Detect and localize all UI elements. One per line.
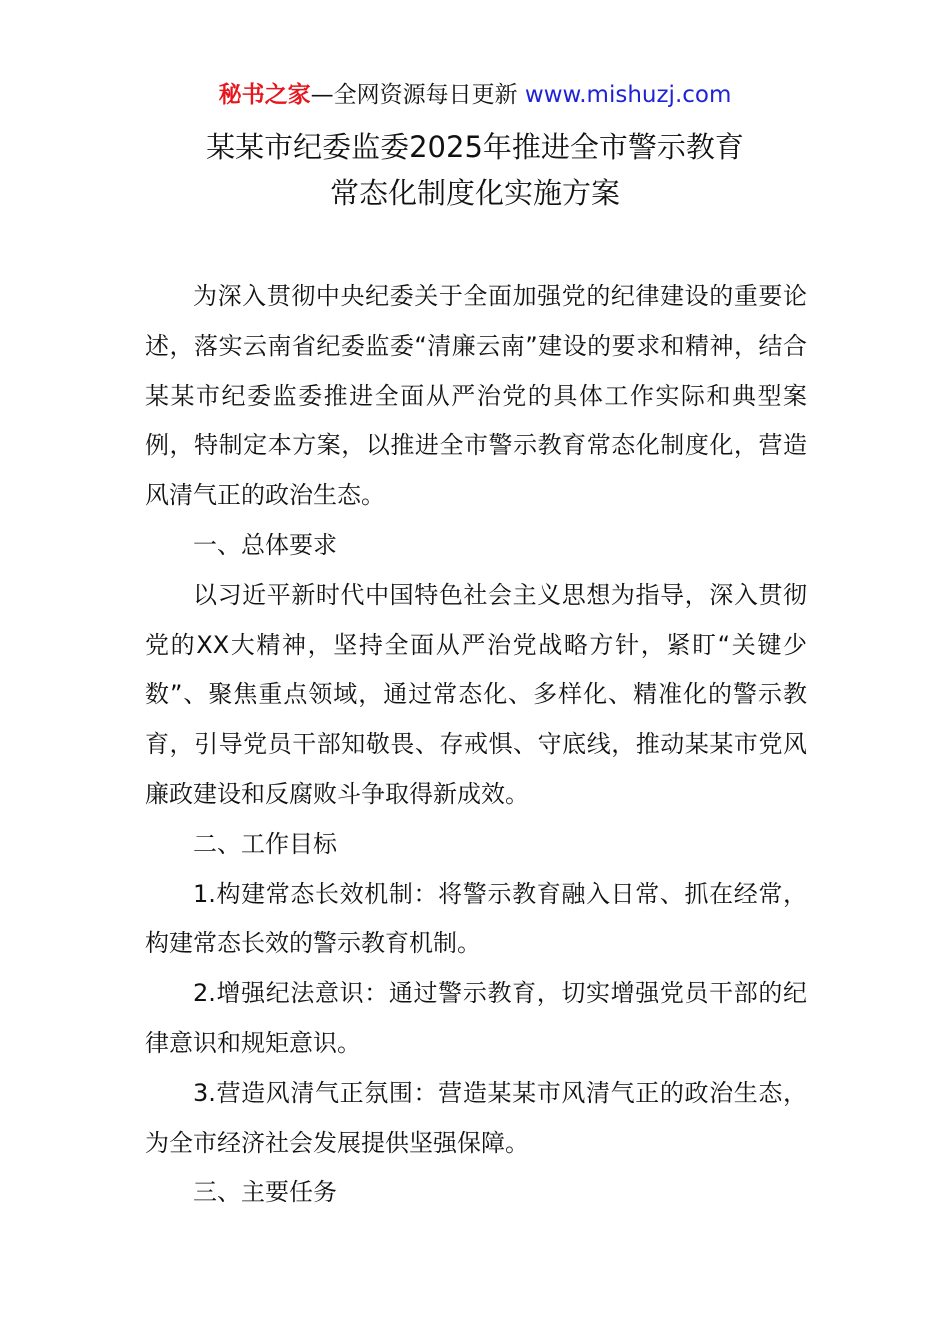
- title-line-1: 某某市纪委监委2025年推进全市警示教育: [206, 130, 744, 164]
- goal-item-1: 1.构建常态长效机制：将警示教育融入日常、抓在经常，构建常态长效的警示教育机制。: [145, 879, 807, 958]
- site-url-link[interactable]: www.mishuzj.com: [524, 82, 732, 108]
- title-line-2: 常态化制度化实施方案: [329, 176, 620, 210]
- section-heading-1: 一、总体要求: [193, 530, 337, 559]
- brand-name: 秘书之家: [218, 82, 311, 108]
- section-heading-3: 三、主要任务: [193, 1178, 337, 1207]
- body-paragraph: 以习近平新时代中国特色社会主义思想为指导，深入贯彻党的XX大精神，坚持全面从严治党战略方针，紧盯“关键少数”、聚焦重点领域，通过常态化、多样化、精准化的警示教育，引导党员干部知敬畏、存戒惧、守底线，推动某某市党风廉政建设和反腐败斗争取得新成效。: [145, 580, 807, 808]
- intro-paragraph: 为深入贯彻中央纪委关于全面加强党的纪律建设的重要论述，落实云南省纪委监委“清廉云南”建设的要求和精神，结合某某市纪委监委推进全面从严治党的具体工作实际和典型案例，特制定本方案，以推进全市警示教育常态化制度化，营造风清气正的政治生态。: [145, 282, 807, 510]
- document-body: [145, 272, 807, 1218]
- header-tagline: —全网资源每日更新: [310, 82, 518, 108]
- document-title: [0, 124, 950, 216]
- site-header: [0, 78, 950, 112]
- section-heading-2: 二、工作目标: [193, 829, 337, 858]
- goal-item-3: 3.营造风清气正氛围：营造某某市风清气正的政治生态，为全市经济社会发展提供坚强保障。: [145, 1078, 807, 1157]
- goal-item-2: 2.增强纪法意识：通过警示教育，切实增强党员干部的纪律意识和规矩意识。: [145, 979, 807, 1057]
